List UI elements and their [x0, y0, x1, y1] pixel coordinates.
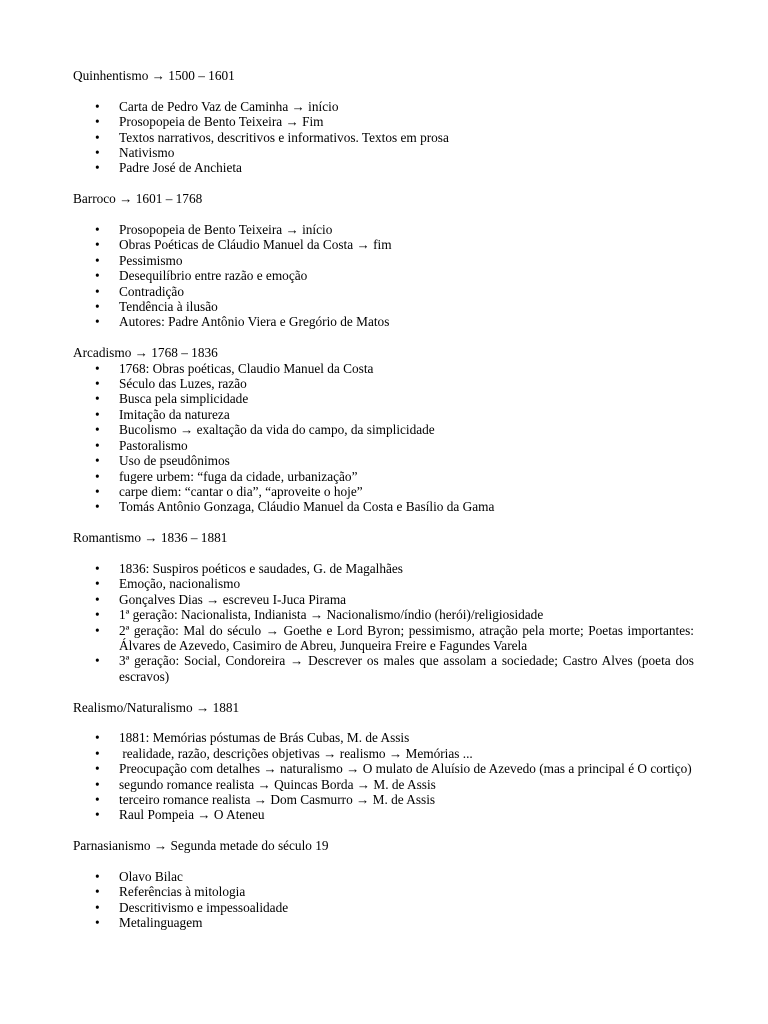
list-item: • carpe diem: “cantar o dia”, “aproveite o hoje”: [95, 483, 363, 499]
list-item: • Pastoralismo: [95, 437, 188, 453]
bullet-icon: •: [95, 622, 100, 638]
list-item: • Nativismo: [95, 145, 175, 161]
section-realismo-naturalismo: [73, 700, 694, 823]
list-item: • Descritivismo e impessoalidade: [95, 899, 289, 915]
list-item: • Contradição: [95, 283, 184, 299]
bullet-icon: •: [95, 268, 100, 284]
section-heading: Romantismo → 1836 – 1881: [73, 530, 228, 546]
bullet-icon: •: [95, 453, 100, 469]
section-heading: Barroco → 1601 – 1768: [73, 191, 203, 207]
bullet-icon: •: [95, 98, 100, 114]
list-item: • 1ª geração: Nacionalista, Indianista → Nacionalismo/índio (herói)/religiosidade: [95, 607, 544, 623]
list-item: • Gonçalves Dias → escreveu I-Juca Pirama: [95, 591, 347, 607]
list-item: • Obras Poéticas de Cláudio Manuel da Costa → fim: [95, 237, 392, 253]
section-barroco: [73, 191, 694, 330]
section-romantismo: [73, 530, 694, 684]
list-item: • Prosopopeia de Bento Teixeira → início: [95, 222, 333, 238]
bullet-icon: •: [95, 807, 100, 823]
list-item: • Pessimismo: [95, 252, 183, 268]
bullet-icon: •: [95, 376, 100, 392]
bullet-icon: •: [95, 899, 100, 915]
list-item: • realidade, razão, descrições objetivas → realismo → Memórias ...: [95, 745, 473, 761]
bullet-list: [73, 99, 694, 176]
bullet-icon: •: [95, 360, 100, 376]
list-item: • Desequilíbrio entre razão e emoção: [95, 268, 308, 284]
list-item: • Metalinguagem: [95, 915, 203, 931]
section-heading: Arcadismo → 1768 – 1836: [73, 345, 218, 361]
list-item: • Referências à mitologia: [95, 884, 246, 900]
list-item: • Século das Luzes, razão: [95, 376, 247, 392]
section-arcadismo: [73, 345, 694, 514]
list-item: • fugere urbem: “fuga da cidade, urbanização”: [95, 468, 358, 484]
list-item: • Imitação da natureza: [95, 406, 230, 422]
list-item: • Olavo Bilac: [95, 868, 183, 884]
bullet-icon: •: [95, 252, 100, 268]
list-item: • Textos narrativos, descritivos e informativos. Textos em prosa: [95, 129, 449, 145]
bullet-icon: •: [95, 391, 100, 407]
bullet-list: [73, 222, 694, 330]
bullet-icon: •: [95, 422, 100, 438]
list-item: • Emoção, nacionalismo: [95, 576, 241, 592]
list-item: • Prosopopeia de Bento Teixeira → Fim: [95, 114, 324, 130]
bullet-list: [73, 361, 694, 515]
section-heading: Parnasianismo → Segunda metade do século 19: [73, 838, 329, 854]
bullet-icon: •: [95, 499, 100, 515]
bullet-icon: •: [95, 468, 100, 484]
list-item: • segundo romance realista → Quincas Borda → M. de Assis: [95, 776, 436, 792]
document-page: [73, 68, 694, 946]
bullet-icon: •: [95, 791, 100, 807]
bullet-icon: •: [95, 653, 100, 669]
bullet-icon: •: [95, 437, 100, 453]
list-item: • Preocupação com detalhes → naturalismo → O mulato de Aluísio de Azevedo (mas a principal é O cortiço): [95, 761, 692, 777]
bullet-icon: •: [95, 299, 100, 315]
list-item: • Bucolismo → exaltação da vida do campo, da simplicidade: [95, 422, 435, 438]
section-parnasianismo: [73, 838, 694, 930]
bullet-icon: •: [95, 314, 100, 330]
section-heading: Realismo/Naturalismo → 1881: [73, 699, 240, 715]
list-item: • Uso de pseudônimos: [95, 453, 230, 469]
bullet-icon: •: [95, 560, 100, 576]
bullet-icon: •: [95, 222, 100, 238]
section-heading: Quinhentismo → 1500 – 1601: [73, 68, 235, 83]
bullet-list: [73, 561, 694, 684]
list-item: • Tomás Antônio Gonzaga, Cláudio Manuel da Costa e Basílio da Gama: [95, 499, 495, 515]
list-item: • 1881: Memórias póstumas de Brás Cubas, M. de Assis: [95, 730, 410, 746]
bullet-icon: •: [95, 607, 100, 623]
bullet-icon: •: [95, 745, 100, 761]
list-item: • 2ª geração: Mal do século → Goethe e Lord Byron; pessimismo, atração pela morte; Poetas importantes: Álvares de Azevedo, Casimiro de Abreu, Junqueira Freire e Fagundes Varela: [95, 622, 694, 653]
bullet-icon: •: [95, 776, 100, 792]
list-item: • Carta de Pedro Vaz de Caminha → início: [95, 98, 339, 114]
bullet-icon: •: [95, 160, 100, 176]
section-quinhentismo: [73, 68, 694, 176]
bullet-icon: •: [95, 406, 100, 422]
bullet-icon: •: [95, 730, 100, 746]
bullet-list: [73, 730, 694, 822]
list-item: • Tendência à ilusão: [95, 299, 218, 315]
bullet-icon: •: [95, 884, 100, 900]
bullet-icon: •: [95, 237, 100, 253]
list-item: • 1836: Suspiros poéticos e saudades, G. de Magalhães: [95, 560, 403, 576]
bullet-icon: •: [95, 145, 100, 161]
bullet-icon: •: [95, 761, 100, 777]
list-item: • Busca pela simplicidade: [95, 391, 249, 407]
list-item: • Raul Pompeia → O Ateneu: [95, 807, 265, 823]
list-item: • terceiro romance realista → Dom Casmurro → M. de Assis: [95, 791, 436, 807]
bullet-icon: •: [95, 868, 100, 884]
list-item: • Padre José de Anchieta: [95, 160, 242, 176]
bullet-icon: •: [95, 576, 100, 592]
list-item: • 3ª geração: Social, Condoreira → Descrever os males que assolam a sociedade; Castro Alves (poeta dos escravos): [95, 653, 694, 684]
bullet-icon: •: [95, 591, 100, 607]
list-item: • Autores: Padre Antônio Viera e Gregório de Matos: [95, 314, 390, 330]
bullet-icon: •: [95, 483, 100, 499]
bullet-icon: •: [95, 283, 100, 299]
bullet-icon: •: [95, 915, 100, 931]
list-item: • 1768: Obras poéticas, Claudio Manuel da Costa: [95, 360, 374, 376]
bullet-icon: •: [95, 129, 100, 145]
bullet-icon: •: [95, 114, 100, 130]
bullet-list: [73, 869, 694, 931]
